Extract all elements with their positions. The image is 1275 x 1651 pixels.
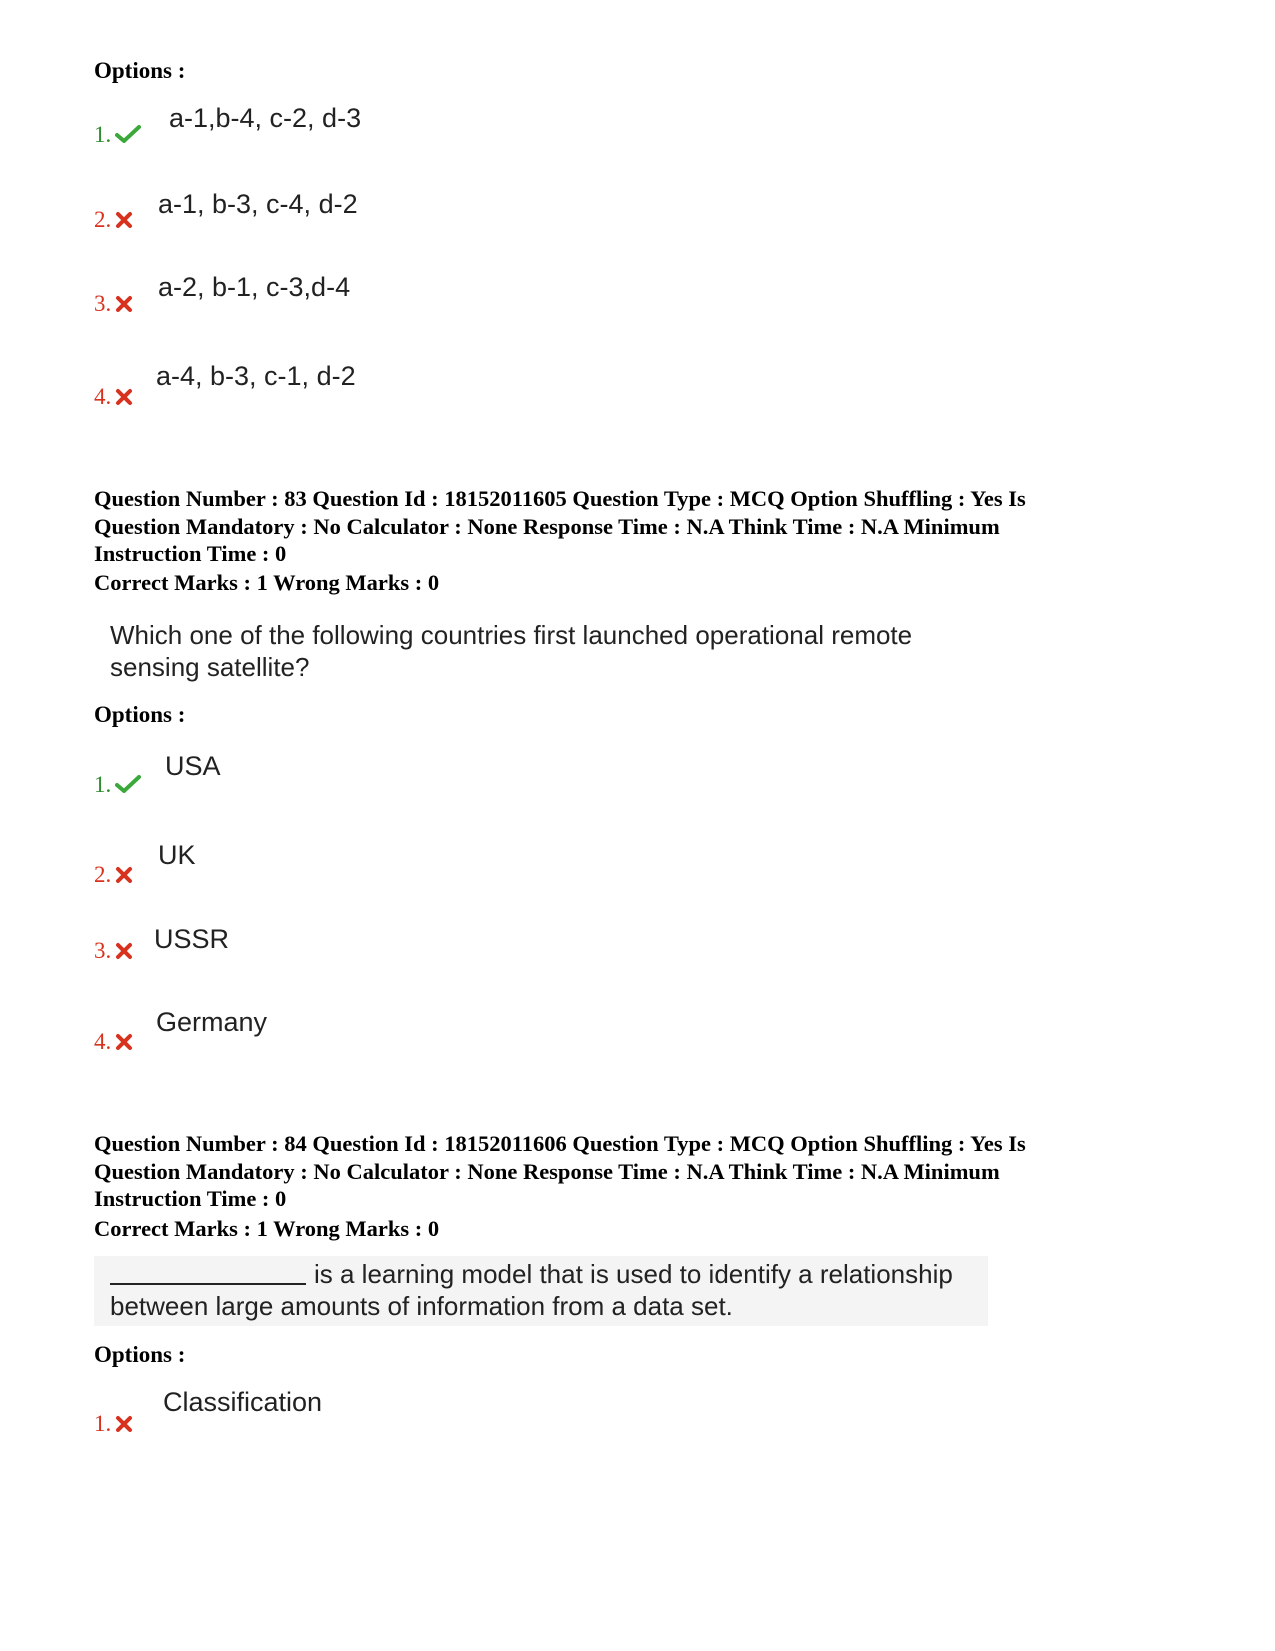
- option-text: Germany: [156, 1007, 268, 1037]
- question-84-meta: Question Number : 84 Question Id : 18152011606 Question Type : MCQ Option Shuffling : Yes Is Question Mandatory : No Calculator : None Response Time : N.A Think Time : N.A Minimum Instruction Time : 0: [94, 1131, 1026, 1211]
- option-number: 4.: [94, 1029, 133, 1056]
- option-number: 1.: [94, 772, 141, 799]
- cross-icon: [115, 1415, 133, 1438]
- check-icon: [115, 774, 141, 799]
- option-number: 3.: [94, 291, 133, 318]
- option-number: 1.: [94, 122, 141, 149]
- option-number: 2.: [94, 862, 133, 889]
- option-text: USSR: [154, 924, 230, 954]
- question-83-marks: Correct Marks : 1 Wrong Marks : 0: [94, 570, 440, 595]
- option-number: 4.: [94, 384, 133, 411]
- cross-icon: [115, 866, 133, 889]
- option-number: 3.: [94, 938, 133, 965]
- option-text: a-2, b-1, c-3,d-4: [158, 272, 351, 302]
- options-label: Options :: [94, 702, 186, 727]
- question-84-text: is a learning model that is used to identify a relationship between large amounts of information from a data set.: [94, 1256, 988, 1326]
- cross-icon: [115, 388, 133, 411]
- cross-icon: [115, 295, 133, 318]
- option-number: 1.: [94, 1411, 133, 1438]
- option-text: UK: [158, 840, 196, 870]
- option-number: 2.: [94, 207, 133, 234]
- question-84-marks: Correct Marks : 1 Wrong Marks : 0: [94, 1216, 440, 1241]
- options-label: Options :: [94, 1342, 186, 1367]
- option-text: Classification: [163, 1387, 323, 1417]
- option-text: a-4, b-3, c-1, d-2: [156, 361, 356, 391]
- option-text: a-1,b-4, c-2, d-3: [169, 103, 362, 133]
- question-83-text: Which one of the following countries first launched operational remote sensing satellite?: [110, 620, 913, 682]
- check-icon: [115, 124, 141, 149]
- option-text: USA: [165, 751, 221, 781]
- cross-icon: [115, 942, 133, 965]
- cross-icon: [115, 211, 133, 234]
- fill-in-blank: [110, 1283, 306, 1285]
- cross-icon: [115, 1033, 133, 1056]
- question-83-meta: Question Number : 83 Question Id : 18152011605 Question Type : MCQ Option Shuffling : Yes Is Question Mandatory : No Calculator : None Response Time : N.A Think Time : N.A Minimum Instruction Time : 0: [94, 486, 1026, 566]
- option-text: a-1, b-3, c-4, d-2: [158, 189, 358, 219]
- options-label: Options :: [94, 58, 186, 83]
